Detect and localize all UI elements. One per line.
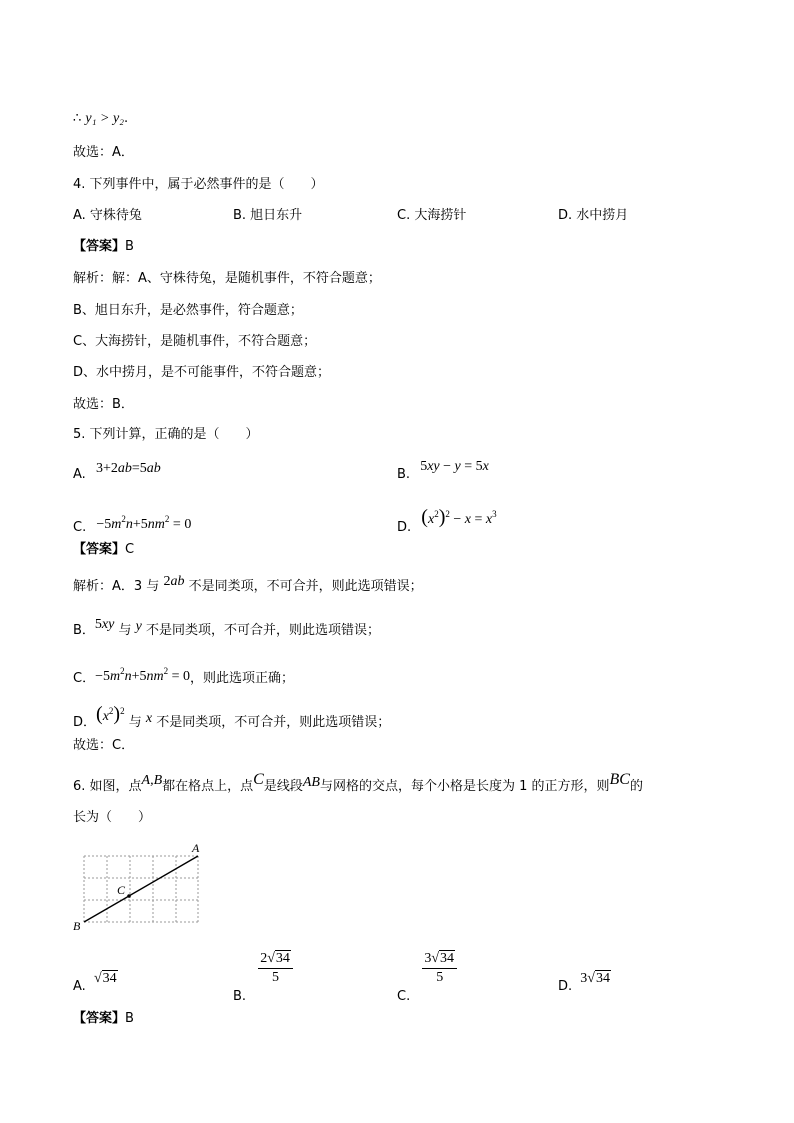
q5-option-c-letter: C. xyxy=(73,520,87,535)
q6-label-bc: BC xyxy=(609,771,630,788)
q5-analysis-c xyxy=(73,664,294,688)
q6-option-a xyxy=(73,970,118,994)
q5-choice: 故选：C． xyxy=(73,738,135,753)
q6-answer-value: B xyxy=(125,1011,134,1026)
q6-stem-part-4: 与网格的交点，每个小格是长度为 1 的正方形，则 xyxy=(319,779,610,794)
q6-option-b-radicand: 34 xyxy=(275,951,290,966)
q6-option-b-coef: 2 xyxy=(260,951,268,966)
point-c xyxy=(127,894,131,898)
q5-analysis-b-mid: 与 xyxy=(114,623,136,638)
q5-analysis-c-prefix: C． xyxy=(73,671,96,686)
q6-option-b xyxy=(233,950,293,1004)
q5-option-d xyxy=(397,506,497,537)
q6-option-b-fraction xyxy=(258,950,293,987)
q4-option-d: D. 水中捞月 xyxy=(558,208,629,223)
q5-option-b-letter: B. xyxy=(397,467,411,482)
q4-choice: 故选：B． xyxy=(73,397,134,412)
q4-answer-value: B xyxy=(125,239,134,254)
q6-option-c-fraction xyxy=(422,950,457,987)
q5-analysis-b xyxy=(73,617,380,640)
q4-stem: 4. 下列事件中，属于必然事件的是（ ） xyxy=(73,177,324,192)
q5-option-c-formula: $-5m^2n+5nm^2 = 0$ xyxy=(96,514,192,532)
therefore-symbol: ∴ xyxy=(73,111,82,126)
q5-option-b xyxy=(397,459,489,484)
q5-analysis-b-expr1: 5xy xyxy=(94,617,115,632)
figure-label-a: A xyxy=(192,841,200,855)
q4-analysis-line-4: D、水中捞月，是不可能事件，不符合题意； xyxy=(73,365,331,380)
q6-option-c-numerator: 3√34 xyxy=(422,950,457,969)
q6-label-ab-points: A,B xyxy=(141,773,163,788)
q5-answer xyxy=(73,541,134,559)
q6-grid-figure xyxy=(70,838,210,934)
q6-option-d xyxy=(558,970,611,994)
q6-option-d-letter: D. xyxy=(558,979,573,994)
q5-analysis-b-prefix: B． xyxy=(73,623,95,638)
q5-analysis-d-mid: 与 xyxy=(124,715,146,730)
q6-option-c-letter: C. xyxy=(397,989,411,1004)
q5-stem: 5. 下列计算，正确的是（ ） xyxy=(73,427,259,442)
q5-analysis-a xyxy=(73,574,423,596)
q5-option-a-letter: A. xyxy=(73,467,86,482)
q5-option-d-formula: $(x^2)^2 - x = x^3$ xyxy=(421,506,497,528)
q6-stem-part-3: 是线段 xyxy=(263,779,303,794)
q5-analysis-a-expr: 2ab xyxy=(163,574,185,589)
q5-option-d-letter: D. xyxy=(397,520,412,535)
q6-stem-line-1 xyxy=(73,771,643,796)
q6-option-a-value: √34 xyxy=(93,971,117,986)
q4-analysis-line-2: B、旭日东升，是必然事件，符合题意； xyxy=(73,303,303,318)
q5-option-a-formula: 3+2ab=5ab xyxy=(95,461,161,476)
q6-stem-part-2: 都在格点上，点 xyxy=(162,779,254,794)
q5-analysis-d-expr2: x xyxy=(145,711,153,726)
q4-answer xyxy=(73,238,134,256)
q6-stem-part-5: 的 xyxy=(629,779,643,794)
q6-stem-line-2: 长为（ ） xyxy=(73,810,152,825)
q5-analysis-a-suffix: 不是同类项，不可合并，则此选项错误； xyxy=(184,579,423,594)
q4-analysis-line-1: 解析：解：A、守株待兔，是随机事件，不符合题意； xyxy=(73,271,381,286)
q4-option-a: A. 守株待兔 xyxy=(73,208,142,223)
q5-analysis-d-suffix: 不是同类项，不可合并，则此选项错误； xyxy=(152,715,391,730)
q6-option-c-radicand: 34 xyxy=(440,951,455,966)
q6-option-d-value: 3√34 xyxy=(580,971,610,986)
q6-option-a-radicand: 34 xyxy=(102,971,117,986)
q5-option-b-formula: 5xy − y = 5x xyxy=(420,459,489,474)
q5-analysis-b-suffix: 不是同类项，不可合并，则此选项错误； xyxy=(141,623,380,638)
q5-analysis-a-prefix: 解析：A．3 与 xyxy=(73,579,164,594)
q6-option-c-coef: 3 xyxy=(424,951,432,966)
therefore-period: . xyxy=(124,111,129,126)
q5-answer-label: 【答案】 xyxy=(73,542,126,557)
therefore-line xyxy=(73,110,128,128)
q5-analysis-d-expr1: $(x^2)^2$ xyxy=(96,703,125,725)
q4-answer-label: 【答案】 xyxy=(73,239,126,254)
q6-option-b-denominator: 5 xyxy=(272,970,280,985)
q6-label-c: C xyxy=(253,771,264,788)
q3-choice: 故选：A． xyxy=(73,145,134,160)
q6-option-d-radicand: 34 xyxy=(595,971,610,986)
q6-option-a-letter: A. xyxy=(73,979,86,994)
q5-analysis-d-prefix: D． xyxy=(73,715,97,730)
q5-analysis-d xyxy=(73,703,391,732)
q6-option-b-letter: B. xyxy=(233,989,247,1004)
q5-analysis-c-expr: $-5m^2n+5nm^2 = 0$ xyxy=(95,666,191,684)
q5-analysis-c-suffix: ，则此选项正确； xyxy=(190,671,295,686)
q6-label-ab: AB xyxy=(302,775,320,790)
q6-option-b-numerator: 2√34 xyxy=(258,950,293,969)
q4-option-c: C. 大海捞针 xyxy=(397,208,467,223)
segment-ab xyxy=(84,856,198,922)
q4-analysis-line-3: C、大海捞针，是随机事件，不符合题意； xyxy=(73,334,317,349)
figure-label-b: B xyxy=(73,919,81,933)
q6-answer xyxy=(73,1010,134,1028)
q6-answer-label: 【答案】 xyxy=(73,1011,126,1026)
therefore-expression: y₁ > y₂ xyxy=(85,111,125,126)
q5-analysis-b-expr2: y xyxy=(135,619,142,634)
q5-option-c xyxy=(73,513,191,537)
q4-option-b: B. 旭日东升 xyxy=(233,208,303,223)
figure-label-c: C xyxy=(117,883,126,897)
q5-option-a xyxy=(73,461,161,484)
q6-option-d-coef: 3 xyxy=(580,971,588,986)
q6-stem-part-1: 6. 如图，点 xyxy=(73,779,142,794)
q5-answer-value: C xyxy=(125,542,135,557)
q6-option-c xyxy=(397,950,457,1004)
q6-option-c-denominator: 5 xyxy=(436,970,444,985)
